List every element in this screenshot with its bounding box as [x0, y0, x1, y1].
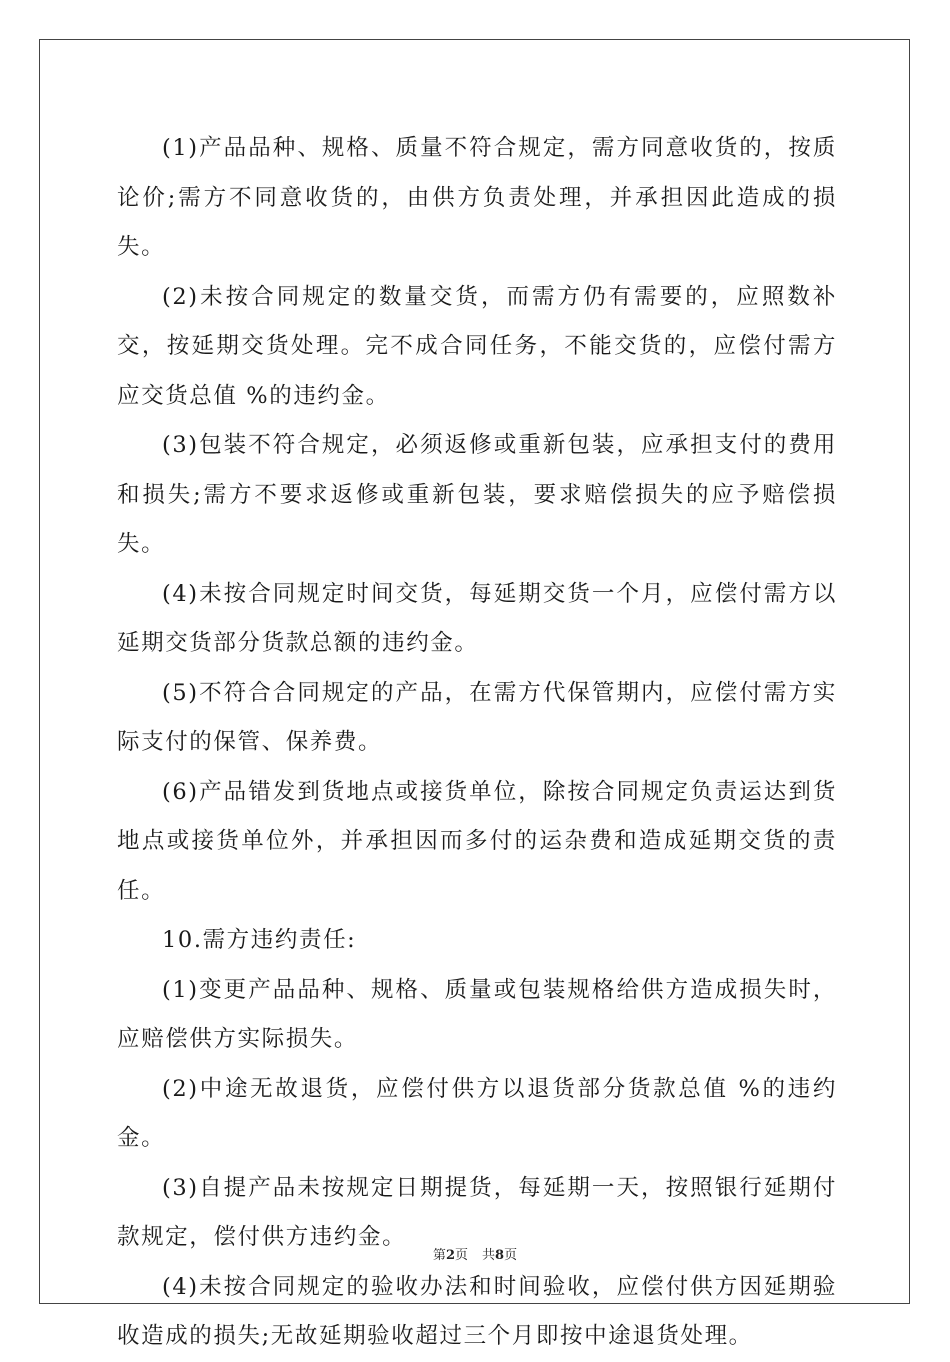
paragraph-supplier-delay: (4)未按合同规定时间交货，每延期交货一个月，应偿付需方以延期交货部分货款总额的违约金。: [117, 580, 837, 656]
paragraph-supplier-quantity: (2)未按合同规定的数量交货，而需方仍有需要的，应照数补交，按延期交货处理。完不成合同任务，不能交货的，应偿付需方应交货总值 %的违约金。: [117, 283, 837, 409]
paragraph-supplier-storage: (5)不符合合同规定的产品，在需方代保管期内，应偿付需方实际支付的保管、保养费。: [117, 679, 837, 755]
total-prefix: 共: [482, 1248, 496, 1263]
page-total: 8: [495, 1248, 505, 1263]
paragraph-buyer-return: (2)中途无故退货，应偿付供方以退货部分货款总值 %的违约金。: [117, 1075, 837, 1151]
paragraph-buyer-pickup: (3)自提产品未按规定日期提货，每延期一天，按照银行延期付款规定，偿付供方违约金。: [117, 1174, 837, 1250]
page-suffix: 页: [454, 1248, 468, 1263]
total-suffix: 页: [504, 1248, 518, 1263]
page-footer: [0, 1244, 950, 1263]
paragraph-supplier-misdelivery: (6)产品错发到货地点或接货单位，除按合同规定负责运达到货地点或接货单位外，并承担因而多付的运杂费和造成延期交货的责任。: [117, 778, 837, 904]
section-heading-buyer-liability: 10.需方违约责任:: [162, 927, 357, 953]
paragraph-buyer-change: (1)变更产品品种、规格、质量或包装规格给供方造成损失时，应赔偿供方实际损失。: [117, 976, 837, 1052]
paragraph-supplier-quality: (1)产品品种、规格、质量不符合规定，需方同意收货的，按质论价;需方不同意收货的，由供方负责处理，并承担因此造成的损失。: [117, 135, 837, 260]
document-body: [117, 124, 837, 1362]
paragraph-supplier-packaging: (3)包装不符合规定，必须返修或重新包装，应承担支付的费用和损失;需方不要求返修或重新包装，要求赔偿损失的应予赔偿损失。: [117, 432, 837, 557]
paragraph-buyer-inspection: (4)未按合同规定的验收办法和时间验收，应偿付供方因延期验收造成的损失;无故延期验收超过三个月即按中途退货处理。: [117, 1273, 837, 1349]
page-current: 2: [445, 1248, 455, 1263]
page-prefix: 第: [432, 1248, 446, 1263]
